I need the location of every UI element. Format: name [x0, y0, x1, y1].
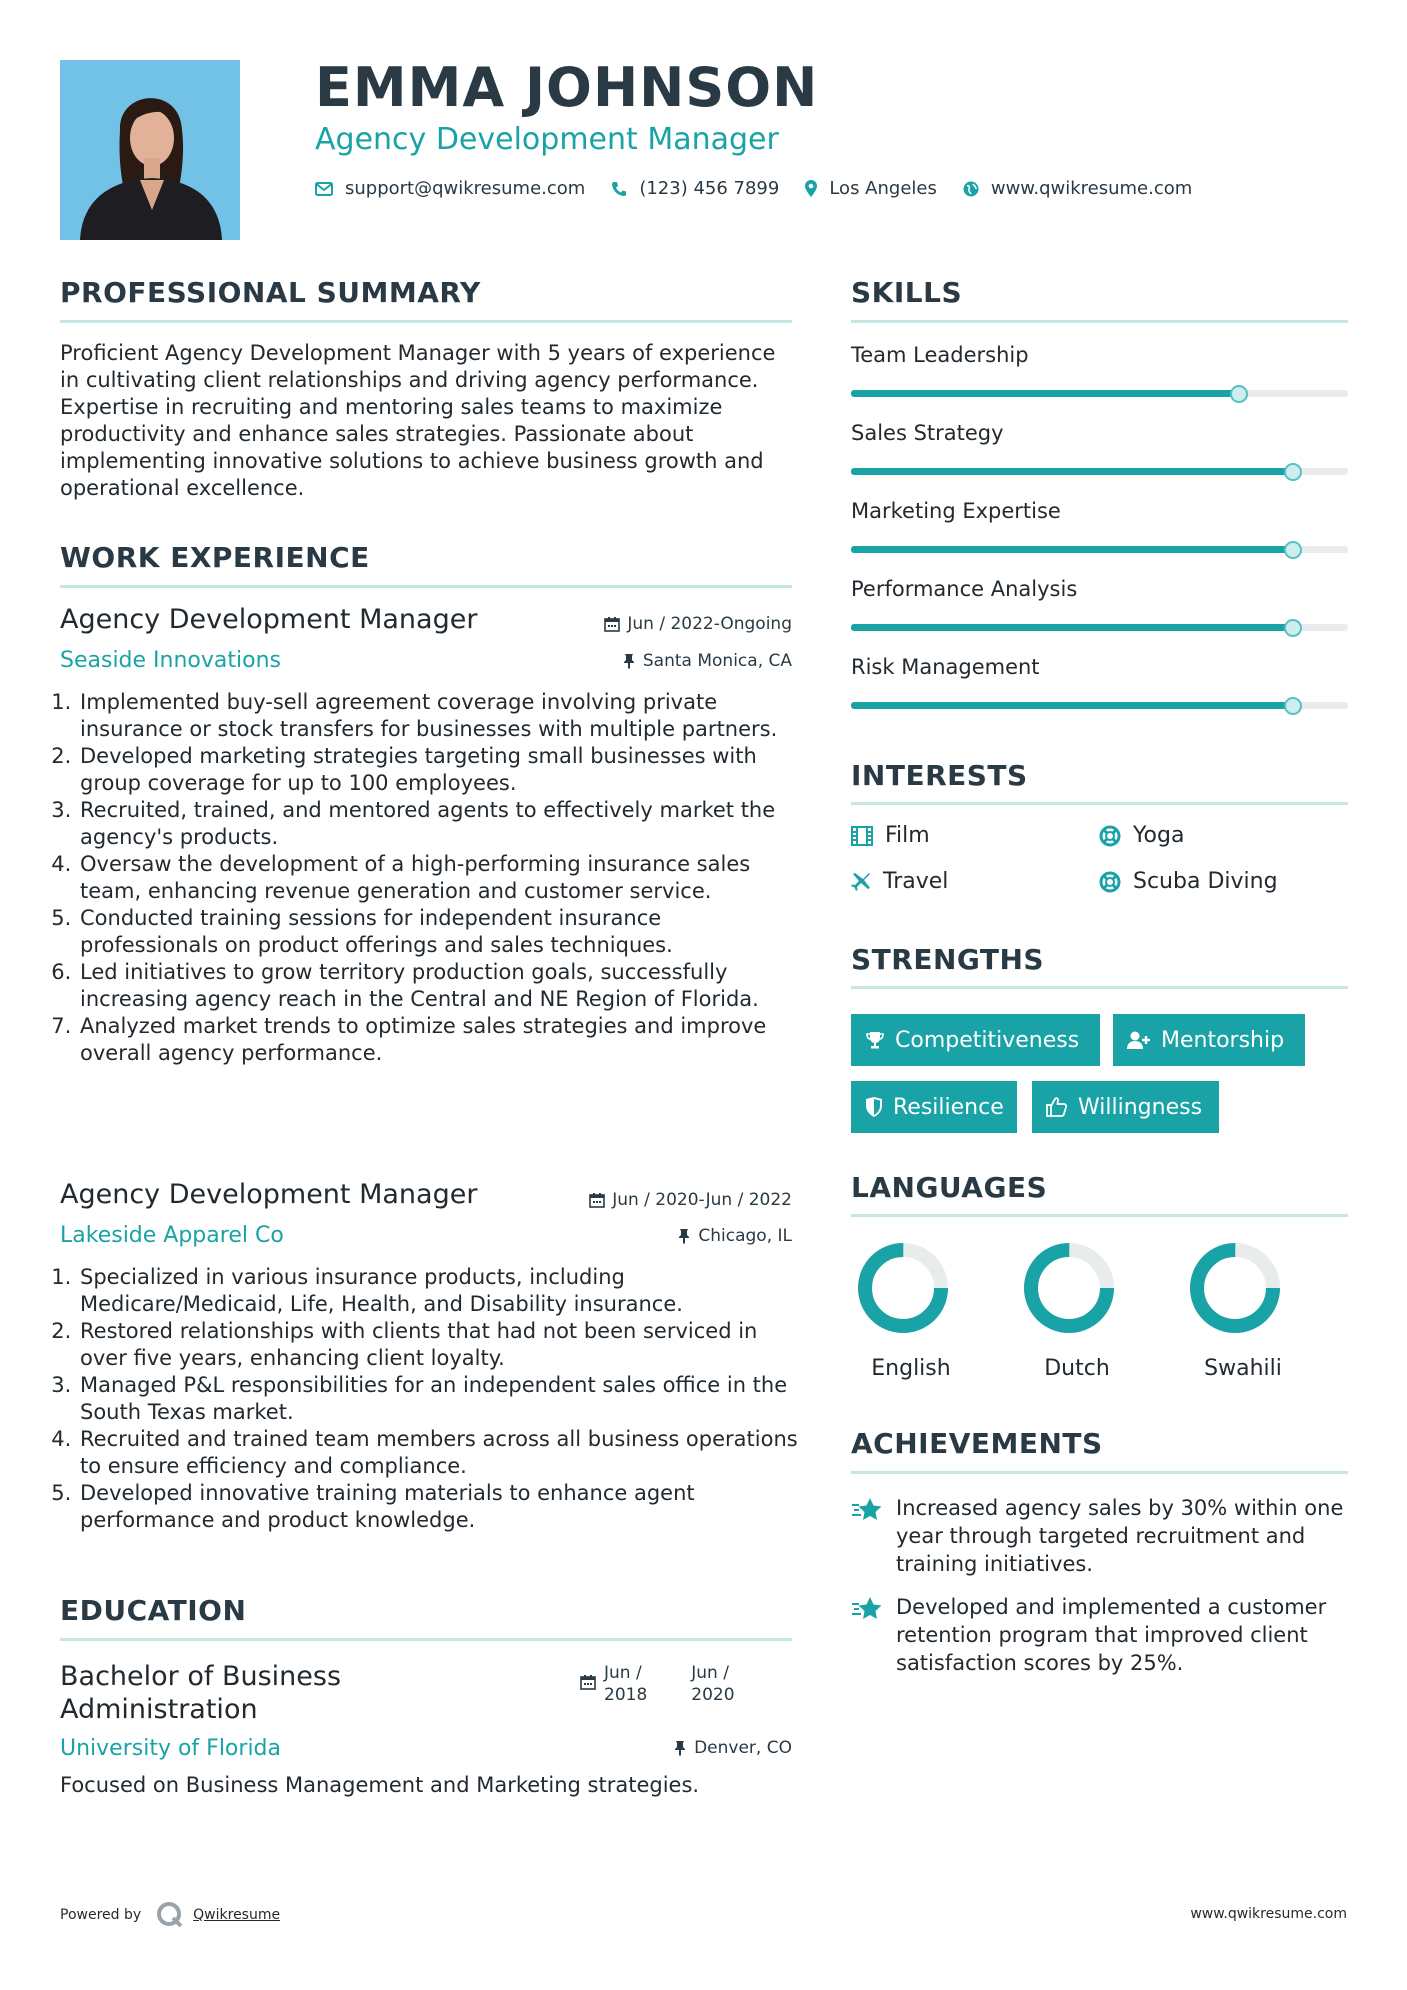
education-start-month: Jun /	[604, 1663, 642, 1683]
degree-line-2: Administration	[60, 1694, 258, 1725]
duty-item: 2. Developed marketing strategies targeting small businesses with group coverage for up to 100 employees.	[78, 743, 800, 797]
interest-label: Yoga	[1133, 823, 1185, 848]
education-divider	[60, 1638, 792, 1641]
strength-badge	[851, 1081, 1017, 1133]
skill-bar-knob	[1230, 385, 1248, 403]
duty-item: 4. Recruited and trained team members across all business operations to ensure efficiency and compliance.	[78, 1426, 810, 1480]
skill-label: Marketing Expertise	[851, 499, 1061, 523]
trophy-icon	[865, 1030, 885, 1050]
powered-by-text: Powered by	[60, 1907, 142, 1923]
skill-label: Performance Analysis	[851, 577, 1078, 601]
interest-item	[851, 869, 948, 894]
skill-bar-fill	[851, 468, 1293, 475]
job-1-title: Agency Development Manager	[60, 604, 478, 635]
strength-label: Mentorship	[1161, 1027, 1285, 1053]
film-icon	[851, 826, 873, 846]
job-1-dates	[604, 614, 792, 634]
job-1-location-text: Santa Monica, CA	[642, 651, 792, 671]
achievement-item: Developed and implemented a customer retention program that improved client satisfaction scores by 25%.	[896, 1595, 1327, 1675]
language-ring	[855, 1240, 951, 1336]
duty-item: 1. Specialized in various insurance products, including Medicare/Medicaid, Life, Health, and Disability insurance.	[78, 1264, 810, 1318]
envelope-icon	[315, 182, 333, 196]
qwikresume-logo-icon	[155, 1900, 185, 1930]
language-label: Dutch	[1044, 1356, 1110, 1381]
job-1-dates-text: Jun / 2022-Ongoing	[627, 614, 792, 634]
job-2-dates-text: Jun / 2020-Jun / 2022	[612, 1190, 792, 1210]
duty-item: 2. Restored relationships with clients that had not been serviced in over five years, enhancing client loyalty.	[78, 1318, 810, 1372]
star-icon	[851, 1497, 883, 1527]
skill-label: Risk Management	[851, 655, 1040, 679]
experience-divider	[60, 585, 792, 588]
user-plus-icon	[1127, 1030, 1151, 1050]
skill-bar-fill	[851, 702, 1293, 709]
skill-label: Team Leadership	[851, 343, 1029, 367]
education-start-year: 2018	[604, 1685, 648, 1705]
interest-label: Travel	[883, 869, 949, 894]
skill-bar	[851, 468, 1348, 475]
contact-phone[interactable]: (123) 456 7899	[639, 178, 780, 199]
duty-item: 4. Oversaw the development of a high-performing insurance sales team, enhancing revenue generation and customer service.	[78, 851, 800, 905]
skill-bar-knob	[1284, 463, 1302, 481]
skill-bar	[851, 546, 1348, 553]
plane-icon	[851, 872, 871, 892]
interest-item	[1099, 869, 1278, 894]
education-dates	[580, 1662, 735, 1706]
footer-powered-by	[60, 1900, 280, 1930]
lifebuoy-icon	[1099, 871, 1121, 893]
calendar-icon	[589, 1192, 605, 1208]
summary-divider	[60, 320, 792, 323]
interest-label: Film	[885, 823, 930, 848]
job-1-company: Seaside Innovations	[60, 648, 281, 673]
skill-bar-fill	[851, 624, 1293, 631]
degree-line-1: Bachelor of Business	[60, 1661, 342, 1692]
skill-bar	[851, 702, 1348, 709]
skill-bar-knob	[1284, 541, 1302, 559]
duty-item: 3. Recruited, trained, and mentored agents to effectively market the agency's products.	[78, 797, 800, 851]
calendar-icon	[604, 616, 620, 632]
contact-location: Los Angeles	[829, 178, 937, 199]
skills-heading: SKILLS	[851, 276, 963, 309]
job-1-duties	[60, 689, 800, 1067]
education-end-month: Jun /	[691, 1663, 729, 1683]
strengths-divider	[851, 986, 1348, 989]
strength-badge	[851, 1014, 1100, 1066]
duty-item: 5. Developed innovative training materials to enhance agent performance and product knowledge.	[78, 1480, 810, 1534]
phone-icon	[611, 181, 627, 197]
skills-divider	[851, 320, 1348, 323]
skill-bar-fill	[851, 546, 1293, 553]
profile-photo	[60, 60, 240, 240]
language-ring	[1021, 1240, 1117, 1336]
skill-bar-knob	[1284, 619, 1302, 637]
strength-badge	[1113, 1014, 1305, 1066]
skill-bar-knob	[1284, 697, 1302, 715]
duty-item: 6. Led initiatives to grow territory production goals, successfully increasing agency reach in the Central and NE Region of Florida.	[78, 959, 800, 1013]
lifebuoy-icon	[1099, 825, 1121, 847]
duty-item: 5. Conducted training sessions for independent insurance professionals on product offerings and sales techniques.	[78, 905, 800, 959]
pushpin-icon	[677, 1228, 691, 1244]
interests-heading: INTERESTS	[851, 759, 1028, 792]
candidate-name: EMMA JOHNSON	[315, 56, 819, 119]
duty-item: 7. Analyzed market trends to optimize sales strategies and improve overall agency performance.	[78, 1013, 800, 1067]
shield-icon	[865, 1097, 883, 1117]
job-2-duties	[60, 1264, 810, 1534]
language-label: Swahili	[1204, 1356, 1282, 1381]
achievement-item: Increased agency sales by 30% within one year through targeted recruitment and training initiatives.	[896, 1496, 1344, 1576]
job-2-company: Lakeside Apparel Co	[60, 1223, 284, 1248]
education-location	[673, 1738, 792, 1758]
strength-badge	[1032, 1081, 1219, 1133]
candidate-title: Agency Development Manager	[315, 122, 779, 157]
duty-item: 1. Implemented buy-sell agreement coverage involving private insurance or stock transfers for businesses with multiple partners.	[78, 689, 800, 743]
degree	[60, 1660, 341, 1726]
education-description: Focused on Business Management and Marketing strategies.	[60, 1773, 700, 1797]
interest-label: Scuba Diving	[1133, 869, 1278, 894]
contact-bar	[315, 178, 1218, 199]
strength-label: Willingness	[1078, 1094, 1203, 1120]
strength-label: Resilience	[893, 1094, 1004, 1120]
summary-heading: PROFESSIONAL SUMMARY	[60, 276, 481, 309]
duty-item: 3. Managed P&L responsibilities for an independent sales office in the South Texas market.	[78, 1372, 810, 1426]
calendar-icon	[580, 1674, 596, 1690]
interests-divider	[851, 802, 1348, 805]
thumbs-up-icon	[1046, 1097, 1068, 1117]
contact-email[interactable]: support@qwikresume.com	[345, 178, 586, 199]
achievements-heading: ACHIEVEMENTS	[851, 1427, 1103, 1460]
qwikresume-link[interactable]: Qwikresume	[193, 1907, 281, 1923]
pushpin-icon	[673, 1740, 687, 1756]
school-name: University of Florida	[60, 1736, 281, 1761]
job-2-location-text: Chicago, IL	[698, 1226, 792, 1246]
job-2-location	[677, 1226, 792, 1246]
language-label: English	[871, 1356, 951, 1381]
pushpin-icon	[622, 653, 636, 669]
languages-heading: LANGUAGES	[851, 1171, 1048, 1204]
job-2-dates	[589, 1190, 792, 1210]
interest-item	[1099, 823, 1184, 848]
star-icon	[851, 1596, 883, 1626]
language-ring	[1187, 1240, 1283, 1336]
footer-website[interactable]: www.qwikresume.com	[1190, 1906, 1347, 1922]
skill-label: Sales Strategy	[851, 421, 1004, 445]
strength-label: Competitiveness	[895, 1027, 1080, 1053]
education-heading: EDUCATION	[60, 1594, 247, 1627]
globe-icon	[963, 181, 979, 197]
education-location-text: Denver, CO	[694, 1738, 792, 1758]
map-pin-icon	[805, 180, 817, 197]
interest-item	[851, 823, 930, 848]
strengths-heading: STRENGTHS	[851, 943, 1045, 976]
skill-bar	[851, 624, 1348, 631]
languages-divider	[851, 1214, 1348, 1217]
experience-heading: WORK EXPERIENCE	[60, 541, 370, 574]
summary-text: Proficient Agency Development Manager with 5 years of experience in cultivating client relationships and driving agency performance. Expertise in recruiting and mentoring sales teams to maximize productivity and enhance sales strategies. Passionate about implementing innovative solutions to achieve business growth and operational excellence.	[60, 341, 776, 500]
skill-bar-fill	[851, 390, 1239, 397]
education-end-year: 2020	[691, 1685, 735, 1705]
achievements-divider	[851, 1471, 1348, 1474]
contact-website[interactable]: www.qwikresume.com	[990, 178, 1193, 199]
job-1-location	[622, 651, 792, 671]
job-2-title: Agency Development Manager	[60, 1179, 478, 1210]
skill-bar	[851, 390, 1348, 397]
